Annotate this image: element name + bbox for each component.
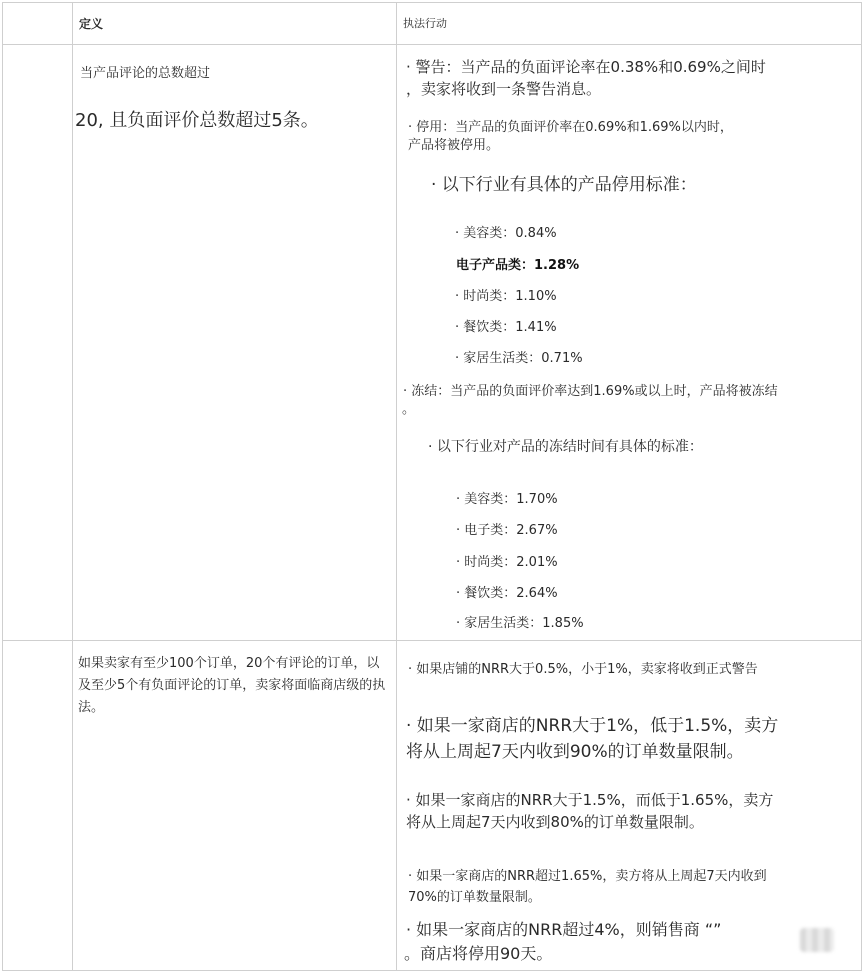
suspend-item-beauty: · 美容类：0.84% bbox=[455, 226, 557, 241]
warning-line2: ，卖家将收到一条警告消息。 bbox=[406, 80, 602, 98]
freeze-item-electronics: · 电子类：2.67% bbox=[456, 523, 558, 538]
suspend-item-electronics: 电子产品类：1.28% bbox=[456, 258, 580, 273]
row2-definition: 如果卖家有至少100个订单，20个有评论的订单，以及至少5个有负面评论的订单，卖家将面临商店级的执法。 bbox=[78, 656, 386, 715]
header-definition: 定义 bbox=[79, 17, 104, 31]
nrr-rule-4-line1: · 如果一家商店的NRR超过1.65%，卖方将从上周起7天内收到 bbox=[408, 869, 767, 884]
freeze-item-fashion: · 时尚类：2.01% bbox=[456, 555, 558, 570]
freeze-industry-title: · 以下行业对产品的冻结时间有具体的标准： bbox=[428, 439, 703, 455]
nrr-rule-3-line2: 将从上周起7天内收到80%的订单数量限制。 bbox=[406, 813, 704, 831]
nrr-rule-3-line1: · 如果一家商店的NRR大于1.5%，而低于1.65%，卖方 bbox=[406, 791, 774, 809]
nrr-rule-5-line1: · 如果一家商店的NRR超过4%，则销售商 “” bbox=[406, 920, 722, 939]
nrr-rule-2-line1: · 如果一家商店的NRR大于1%，低于1.5%，卖方 bbox=[406, 716, 779, 736]
suspend-item-home: · 家居生活类：0.71% bbox=[455, 351, 583, 366]
freeze-line2: 。 bbox=[402, 402, 416, 417]
column-divider-1 bbox=[72, 3, 73, 970]
blurred-redaction bbox=[800, 928, 834, 952]
nrr-rule-1: · 如果店铺的NRR大于0.5%，小于1%，卖家将收到正式警告 bbox=[408, 662, 758, 677]
suspend-line2: 产品将被停用。 bbox=[408, 138, 500, 153]
nrr-rule-2-line2: 将从上周起7天内收到90%的订单数量限制。 bbox=[406, 742, 744, 762]
row1-definition-line2: 20, 且负面评价总数超过5条。 bbox=[75, 110, 319, 131]
suspend-line1: · 停用：当产品的负面评价率在0.69%和1.69%以内时， bbox=[408, 120, 733, 135]
row-divider bbox=[3, 640, 861, 641]
freeze-line1: · 冻结：当产品的负面评价率达到1.69%或以上时，产品将被冻结 bbox=[403, 384, 778, 399]
freeze-item-beauty: · 美容类：1.70% bbox=[456, 492, 558, 507]
row1-definition-line1: 当产品评论的总数超过 bbox=[80, 66, 211, 81]
nrr-rule-5-line2: 。商店将停用90天。 bbox=[404, 944, 553, 963]
warning-line1: · 警告：当产品的负面评论率在0.38%和0.69%之间时 bbox=[406, 58, 766, 76]
column-divider-2 bbox=[396, 3, 397, 970]
header-enforcement-action: 执法行动 bbox=[403, 17, 447, 30]
header-divider bbox=[3, 44, 861, 45]
freeze-item-food: · 餐饮类：2.64% bbox=[456, 586, 558, 601]
nrr-rule-4-line2: 70%的订单数量限制。 bbox=[408, 890, 541, 905]
rules-table bbox=[2, 2, 862, 971]
suspend-item-fashion: · 时尚类：1.10% bbox=[455, 289, 557, 304]
suspend-item-food: · 餐饮类：1.41% bbox=[455, 320, 557, 335]
suspend-industry-title: · 以下行业有具体的产品停用标准： bbox=[431, 175, 697, 195]
freeze-item-home: · 家居生活类：1.85% bbox=[456, 616, 584, 631]
